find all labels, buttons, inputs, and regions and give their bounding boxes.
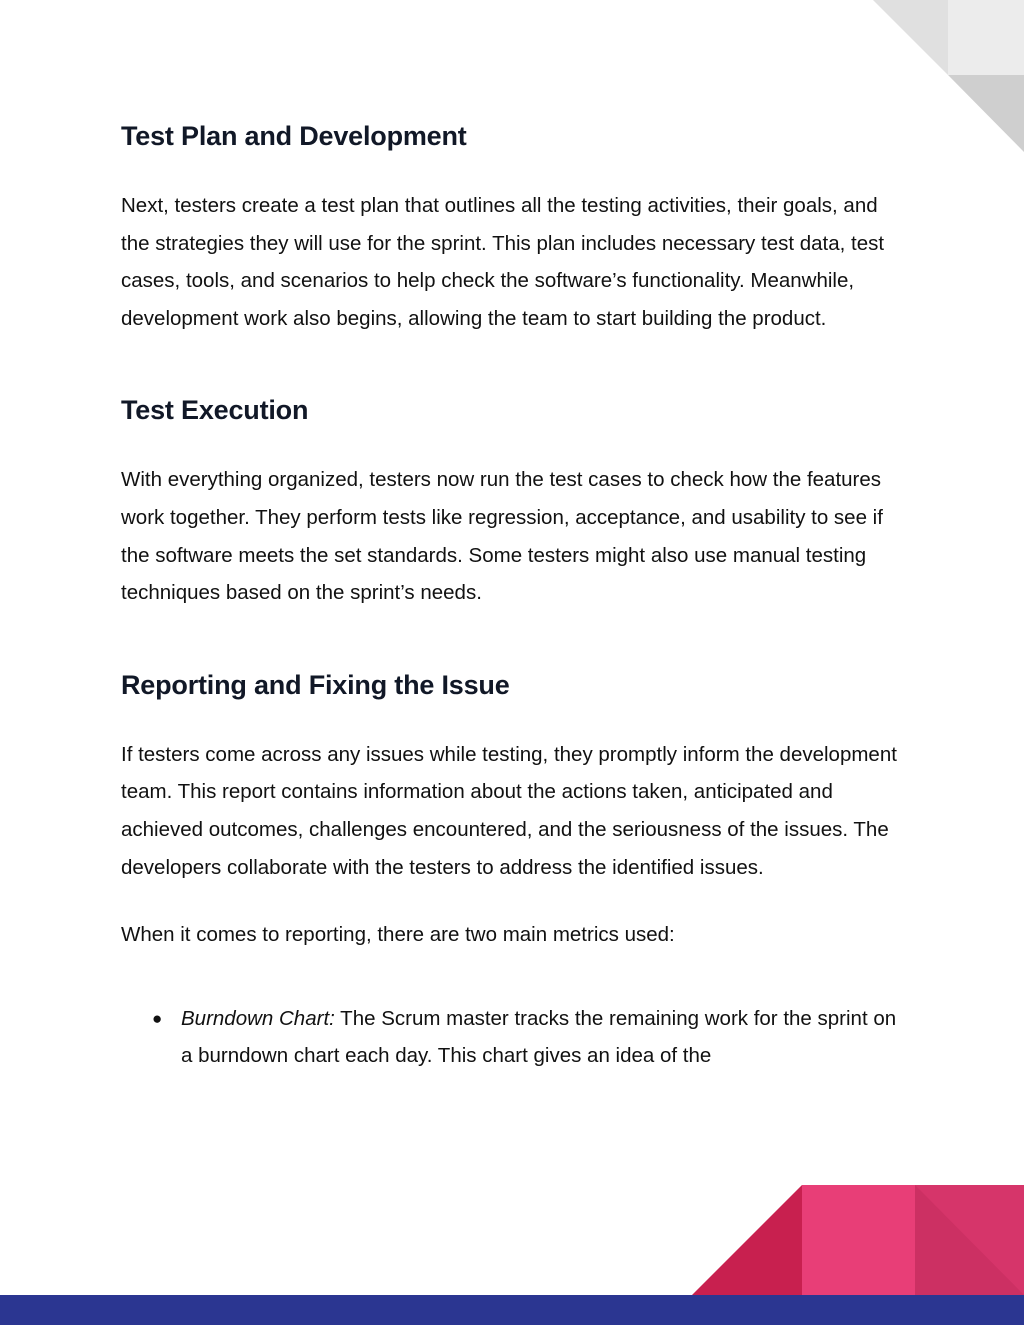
section-test-execution bbox=[121, 392, 901, 611]
bullet-icon: ● bbox=[152, 1008, 163, 1028]
list-item bbox=[121, 1000, 901, 1075]
list-item-term: Burndown Chart: bbox=[181, 1006, 335, 1030]
metrics-list bbox=[121, 1000, 901, 1075]
section-paragraph: Next, testers create a test plan that outlines all the testing activities, their goals, and the strategies they will use for the sprint. This plan includes necessary test data, test cases, tools, and scenarios to help check the software’s functionality. Meanwhile, development work also begins, allowing the team to start building the product. bbox=[121, 194, 885, 330]
bottom-right-corner-decoration bbox=[692, 1185, 1024, 1295]
section-paragraph: If testers come across any issues while testing, they promptly inform the development team. This report contains information about the actions taken, anticipated and achieved outcomes, challenges encountered, and the seriousness of the issues. The developers collaborate with the testers to address the identified issues. bbox=[121, 742, 897, 879]
section-heading: Reporting and Fixing the Issue bbox=[121, 669, 510, 700]
section-heading: Test Plan and Development bbox=[121, 121, 467, 151]
section-reporting bbox=[121, 667, 901, 1075]
section-paragraph: With everything organized, testers now run the test cases to check how the features work together. They perform tests like regression, acceptance, and usability to see if the software meets the set standards. Some testers might also use manual testing techniques based on the sprint’s needs. bbox=[121, 468, 883, 605]
section-test-plan bbox=[121, 118, 901, 337]
document-body bbox=[121, 118, 901, 1075]
list-item-text: The Scrum master tracks the remaining work for the sprint on a burndown chart each day. This chart gives an idea of the bbox=[181, 1006, 897, 1068]
section-heading: Test Execution bbox=[121, 395, 309, 426]
section-paragraph: When it comes to reporting, there are two main metrics used: bbox=[121, 923, 675, 947]
footer-band bbox=[0, 1295, 1024, 1325]
